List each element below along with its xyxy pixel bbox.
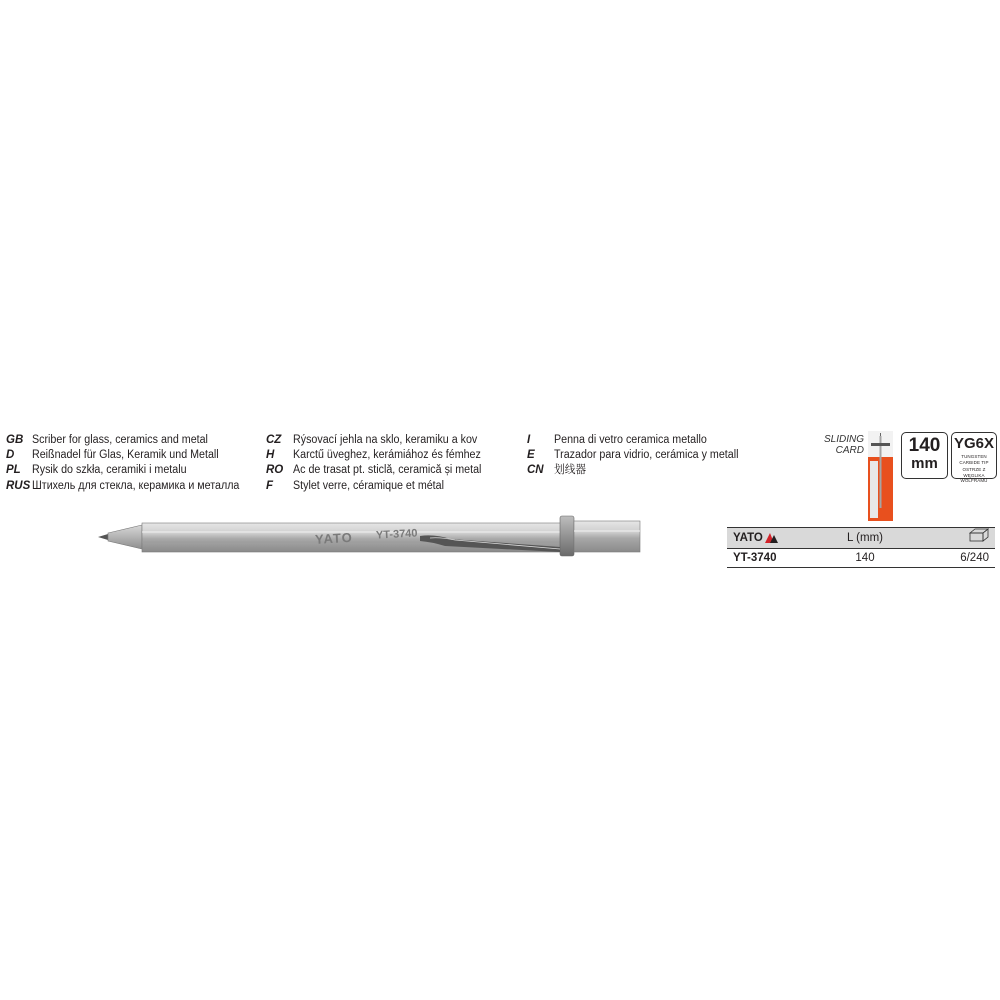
description-column-2 <box>266 433 496 494</box>
yato-logo-text: YATO <box>733 532 763 544</box>
lang-code: H <box>266 449 275 462</box>
packaging-label <box>808 434 864 456</box>
packaging-label-line-2: CARD <box>835 445 864 456</box>
table-header-row <box>727 528 995 549</box>
material-line-2: OSTRZE Z WĘGLIKA WOLFRAMU <box>960 467 988 483</box>
model-cell: YT-3740 <box>727 549 803 568</box>
lang-code: D <box>6 449 15 462</box>
lang-row <box>266 433 496 448</box>
lang-row <box>266 463 496 478</box>
material-line-1: TUNGSTEN CARBIDE TIP <box>959 454 989 465</box>
header-brand-cell <box>727 528 803 549</box>
lang-code: F <box>266 479 274 492</box>
sliding-card-image <box>868 431 893 521</box>
packaging-label-line-1: SLIDING <box>823 434 864 445</box>
header-package-cell <box>927 528 995 549</box>
length-cell: 140 <box>803 549 927 568</box>
lang-code: RO <box>266 464 284 477</box>
lang-text: Scriber for glass, ceramics and metal <box>32 434 208 446</box>
scriber-model-engraving: YT-3740 <box>375 527 418 542</box>
header-length-cell: L (mm) <box>803 528 927 549</box>
lang-text: Rysik do szkła, ceramiki i metalu <box>32 464 187 477</box>
length-unit: mm <box>911 455 938 472</box>
yato-logo <box>733 529 778 547</box>
lang-row <box>6 479 255 494</box>
lang-text: 划线器 <box>554 464 587 477</box>
lang-text: Penna di vetro ceramica metallo <box>554 434 707 446</box>
lang-row <box>527 433 752 448</box>
lang-text: Ac de trasat pt. sticlă, ceramică și metal <box>293 464 482 477</box>
lang-text: Штихель для стекла, керамика и металла <box>32 479 240 492</box>
lang-row <box>6 448 255 463</box>
material-badge <box>951 432 997 483</box>
lang-text: Reißnadel für Glas, Keramik und Metall <box>32 449 219 462</box>
lang-text: Karctű üveghez, kerámiához és fémhez <box>293 449 481 462</box>
lang-row <box>6 463 255 478</box>
spec-table <box>727 527 995 568</box>
description-column-1 <box>6 433 255 494</box>
lang-row <box>527 448 752 463</box>
lang-text: Rýsovací jehla na sklo, keramiku a kov <box>293 434 478 446</box>
lang-code: PL <box>6 464 21 477</box>
length-value: 140 <box>908 435 941 456</box>
table-row <box>727 549 995 568</box>
lang-code: CZ <box>266 434 282 446</box>
lang-row <box>266 479 496 494</box>
quantity-cell: 6/240 <box>927 549 995 568</box>
lang-text: Stylet verre, céramique et métal <box>293 479 444 492</box>
lang-code: RUS <box>6 479 31 492</box>
length-badge <box>901 432 948 479</box>
box-icon <box>969 528 989 542</box>
description-column-3 <box>527 433 752 479</box>
lang-text: Trazador para vidrio, cerámica y metall <box>554 449 739 462</box>
lang-row <box>6 433 255 448</box>
material-code: YG6X <box>953 435 995 452</box>
scriber-image <box>90 512 650 562</box>
lang-row <box>527 463 752 478</box>
lang-row <box>266 448 496 463</box>
lang-code: I <box>527 434 531 446</box>
lang-code: GB <box>6 434 24 446</box>
lang-code: E <box>527 449 535 462</box>
yato-logo-mark-icon <box>765 533 778 543</box>
lang-code: CN <box>527 464 544 477</box>
scriber-brand-engraving: YATO <box>314 529 354 547</box>
